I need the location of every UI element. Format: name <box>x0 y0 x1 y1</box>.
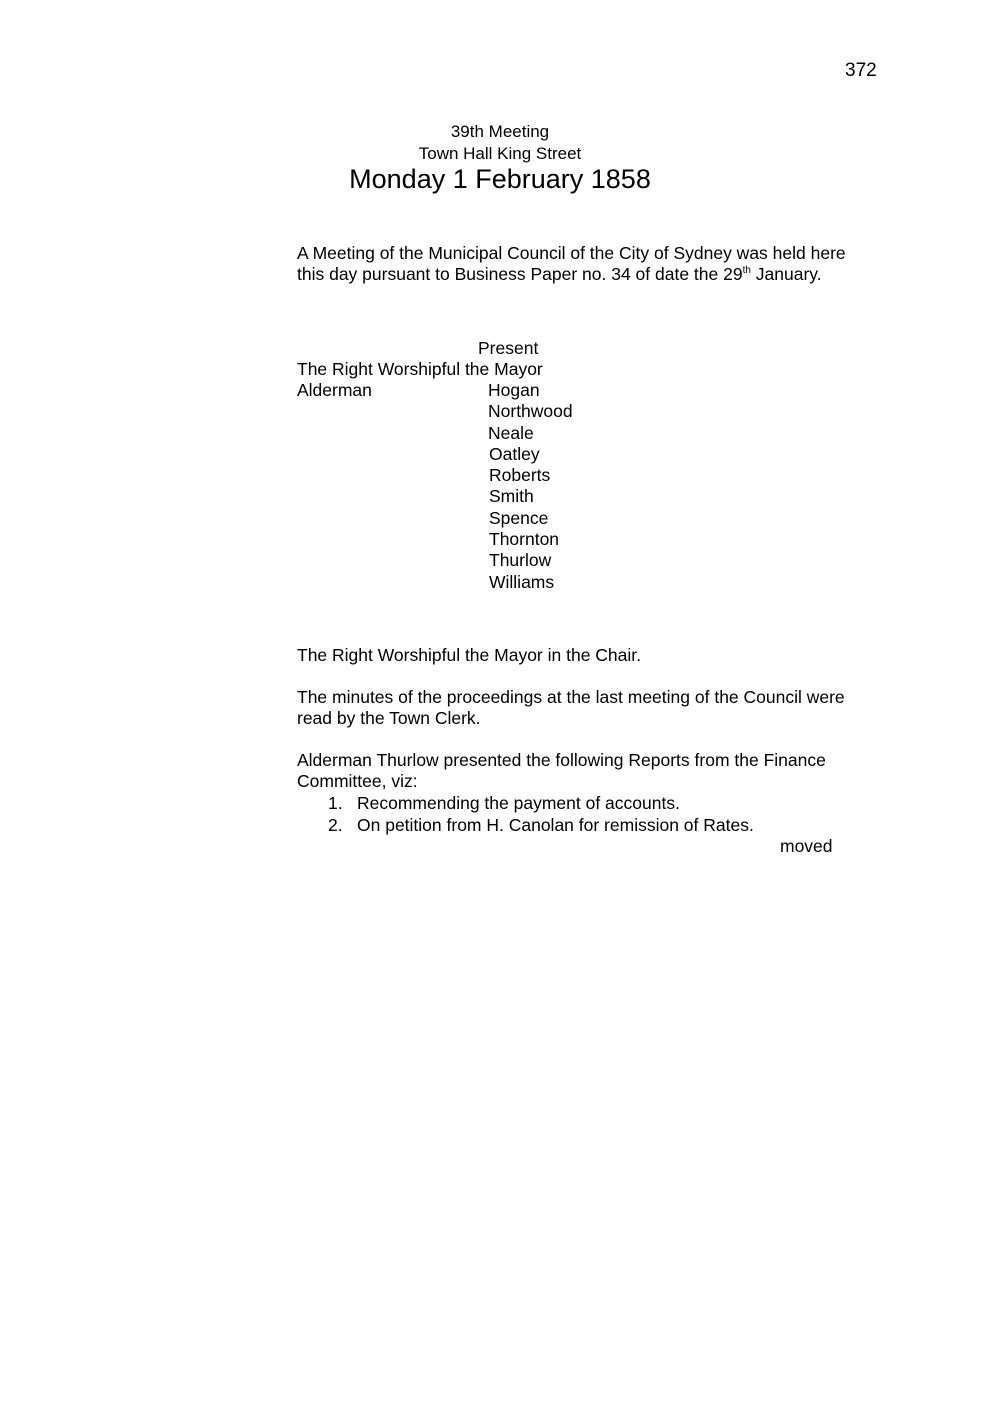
report-item-text: Recommending the payment of accounts. <box>357 793 680 813</box>
ordinal-suffix: th <box>742 265 751 277</box>
intro-line-2-end: January. <box>750 264 822 284</box>
alderman-name: Neale <box>488 422 534 443</box>
intro-line-1: A Meeting of the Municipal Council of the City of Sydney was held here <box>297 243 846 263</box>
alderman-name: Williams <box>489 571 555 592</box>
chair-statement: The Right Worshipful the Mayor in the Chair. <box>297 645 642 665</box>
catchword: moved <box>780 836 833 856</box>
report-item-number: 2. <box>328 815 343 835</box>
alderman-name: Northwood <box>488 401 573 422</box>
alderman-name: Roberts <box>489 465 551 486</box>
minutes-paragraph <box>297 687 845 729</box>
intro-paragraph <box>297 243 846 285</box>
report-item-text: On petition from H. Canolan for remission of Rates. <box>357 815 754 835</box>
meeting-number: 39th Meeting <box>450 122 550 141</box>
reports-line-1: Alderman Thurlow presented the following Reports from the Finance <box>297 750 826 770</box>
reports-paragraph <box>297 750 826 792</box>
intro-line-2-start: this day pursuant to Business Paper no. 34 of date the 29 <box>297 264 743 284</box>
alderman-name: Spence <box>489 507 549 528</box>
meeting-venue: Town Hall King Street <box>418 144 582 163</box>
present-heading: Present <box>478 338 539 358</box>
alderman-name: Thornton <box>489 529 560 550</box>
alderman-name: Smith <box>489 486 534 507</box>
alderman-name: Oatley <box>489 443 540 464</box>
alderman-name: Hogan <box>488 380 540 400</box>
alderman-label: Alderman <box>297 380 372 400</box>
reports-line-2: Committee, viz: <box>297 771 418 791</box>
alderman-list <box>488 380 573 593</box>
meeting-date-title: Monday 1 February 1858 <box>349 164 651 194</box>
mayor-attendance: The Right Worshipful the Mayor <box>297 359 543 379</box>
minutes-line-1: The minutes of the proceedings at the last meeting of the Council were <box>297 687 845 707</box>
report-item-number: 1. <box>328 793 343 813</box>
alderman-name: Thurlow <box>489 550 552 571</box>
minutes-line-2: read by the Town Clerk. <box>297 708 481 728</box>
page-number: 372 <box>845 60 877 81</box>
intro-line-2 <box>297 264 846 285</box>
